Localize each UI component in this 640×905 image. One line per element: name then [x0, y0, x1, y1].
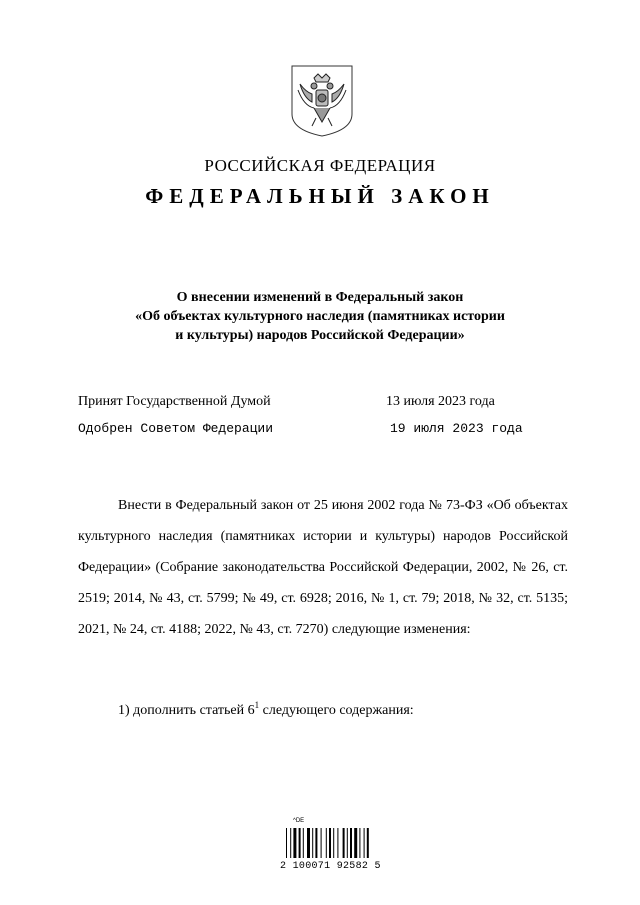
amendment-item-superscript: 1	[254, 700, 260, 710]
barcode-small-text: ^DE	[293, 818, 305, 824]
council-approval-date: 19 июля 2023 года	[390, 421, 523, 436]
russian-coat-of-arms-icon	[290, 64, 354, 138]
law-title	[80, 288, 560, 345]
law-title-line: «Об объектах культурного наследия (памятниках истории	[135, 309, 505, 324]
document-type-heading: ФЕДЕРАЛЬНЫЙ ЗАКОН	[145, 184, 495, 208]
amendment-item-suffix: следующего содержания:	[259, 703, 414, 718]
law-title-line: и культуры) народов Российской Федерации»	[175, 328, 465, 343]
body-paragraph: Внести в Федеральный закон от 25 июня 2002 года № 73-ФЗ «Об объектах культурного наследия (памятниках истории и культуры) народов Российской Федерации» (Собрание законодательства Российской Федерации, 2002, № 26, ст. 2519; 2014, № 43, ст. 5799; № 49, ст. 6928; 2016, № 1, ст. 79; 2018, № 32, ст. 5135; 2021, № 24, ст. 4188; 2022, № 43, ст. 7270) следующие изменения:	[78, 498, 568, 637]
barcode-number: 2 100071 92582 5	[280, 861, 381, 872]
duma-adoption-label: Принят Государственной Думой	[78, 394, 271, 409]
law-title-line: О внесении изменений в Федеральный закон	[176, 290, 464, 305]
barcode	[284, 818, 374, 858]
amendment-item	[118, 700, 414, 719]
council-approval-label: Одобрен Советом Федерации	[78, 421, 274, 436]
duma-adoption-date: 13 июля 2023 года	[386, 394, 495, 409]
amendment-item-prefix: 1) дополнить статьей 6	[118, 703, 255, 718]
country-heading: РОССИЙСКАЯ ФЕДЕРАЦИЯ	[204, 156, 436, 175]
